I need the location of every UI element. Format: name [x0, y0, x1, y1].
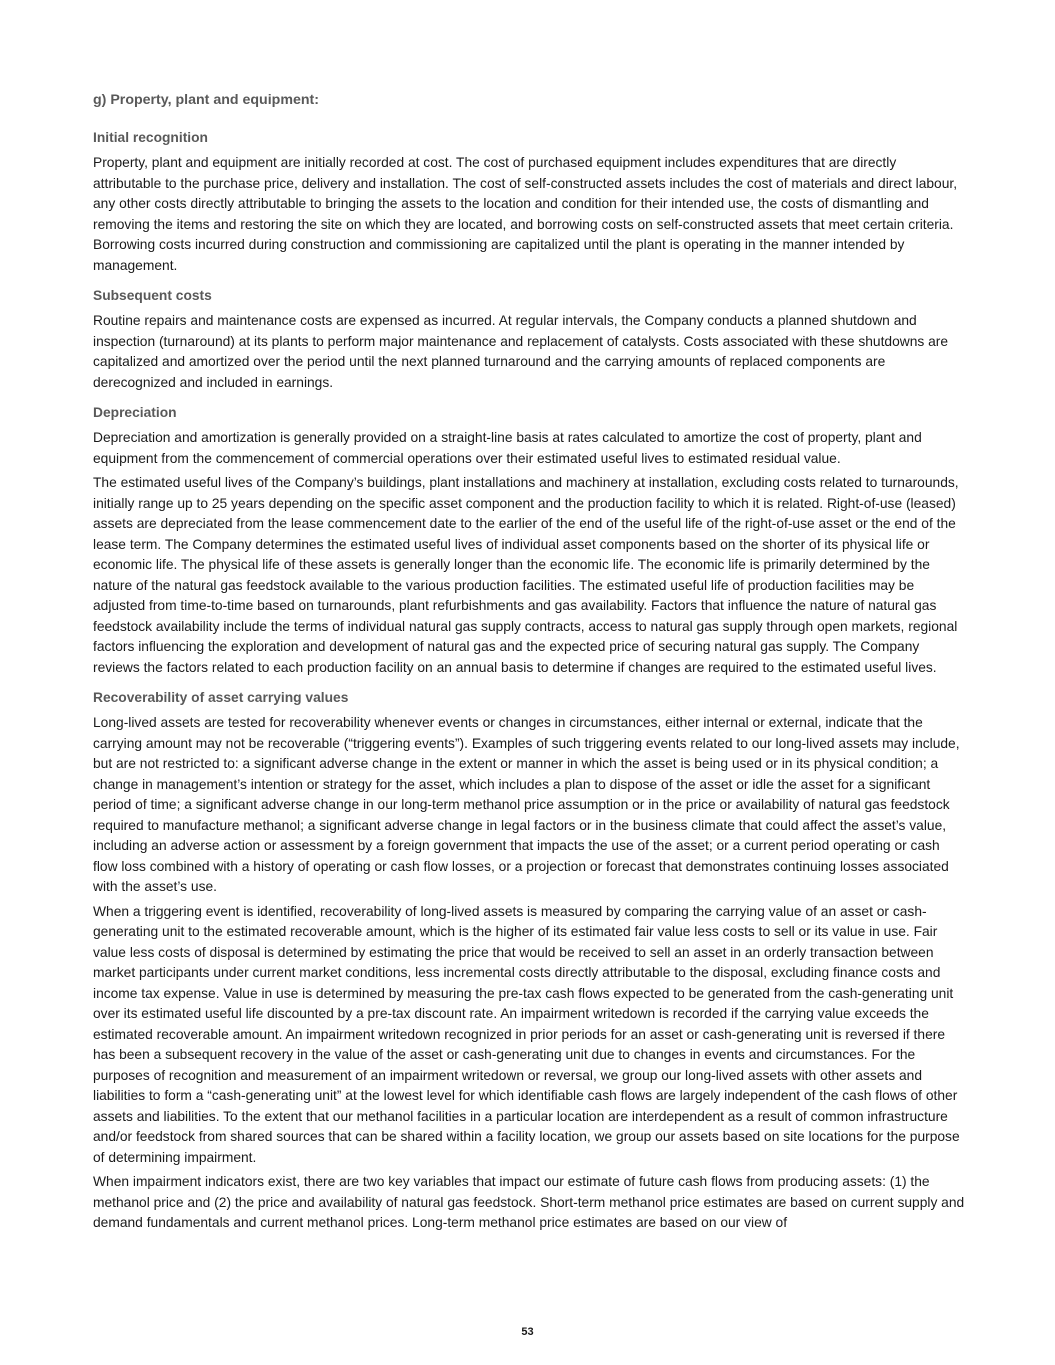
page-content: [93, 90, 965, 1244]
paragraph-recoverability-1: Long-lived assets are tested for recoverability whenever events or changes in circumstances, either internal or external, indicate that the carrying amount may not be recoverable (“triggering events”). Examples of such triggering events related to our long-lived assets may include, but are not restricted to: a significant adverse change in the extent or manner in which the asset is being used or in its physical condition; a change in management’s intention or strategy for the asset, which includes a plan to dispose of the asset or idle the asset for a significant period of time; a significant adverse change in our long-term methanol price assumption or in the price or availability of natural gas feedstock required to manufacture methanol; a significant adverse change in legal factors or in the business climate that could affect the asset’s value, including an adverse action or assessment by a foreign government that impacts the use of the asset; or a current period operating or cash flow loss combined with a history of operating or cash flow losses, or a projection or forecast that demonstrates continuing losses associated with the asset’s use.: [93, 715, 960, 894]
paragraph-depreciation-1: Depreciation and amortization is generally provided on a straight-line basis at rates calculated to amortize the cost of property, plant and equipment from the commencement of commercial operations over their estimated useful lives to estimated residual value.: [93, 430, 922, 466]
paragraph-initial-recognition: Property, plant and equipment are initially recorded at cost. The cost of purchased equipment includes expenditures that are directly attributable to the purchase price, delivery and installation. The cost of self-constructed assets includes the cost of materials and direct labour, any other costs directly attributable to bringing the assets to the location and condition for their intended use, the costs of dismantling and removing the items and restoring the site on which they are located, and borrowing costs on self-constructed assets that meet certain criteria. Borrowing costs incurred during construction and commissioning are capitalized until the plant is operating in the manner intended by management.: [93, 155, 958, 273]
heading-initial-recognition: Initial recognition: [93, 130, 208, 145]
page-number: 53: [521, 1326, 534, 1338]
heading-depreciation: Depreciation: [93, 405, 177, 420]
heading-subsequent-costs: Subsequent costs: [93, 288, 212, 303]
heading-recoverability: Recoverability of asset carrying values: [93, 690, 349, 705]
paragraph-recoverability-2: When a triggering event is identified, recoverability of long-lived assets is measured by comparing the carrying value of an asset or cash-generating unit to the estimated recoverable amount, which is the higher of its estimated fair value less costs to sell or its value in use. Fair value less costs of disposal is determined by estimating the price that would be received to sell an asset in an orderly transaction between market participants under current market conditions, less incremental costs directly attributable to the disposal, excluding finance costs and income tax expense. Value in use is determined by measuring the pre-tax cash flows expected to be generated from the cash-generating unit over its estimated useful life discounted by a pre-tax discount rate. An impairment writedown is recorded if the carrying value exceeds the estimated recoverable amount. An impairment writedown recognized in prior periods for an asset or cash-generating unit is reversed if there has been a subsequent recovery in the value of the asset or cash-generating unit due to changes in events and circumstances. For the purposes of recognition and measurement of an impairment writedown or reversal, we group our long-lived assets with other assets and liabilities to form a “cash-generating unit” at the lowest level for which identifiable cash flows are largely independent of the cash flows of other assets and liabilities. To the extent that our methanol facilities in a particular location are interdependent as a result of common infrastructure and/or feedstock from shared sources that can be shared within a facility location, we group our assets based on site locations for the purpose of determining impairment.: [93, 903, 960, 1165]
section-title: g) Property, plant and equipment:: [93, 92, 319, 108]
paragraph-subsequent-costs: Routine repairs and maintenance costs are expensed as incurred. At regular intervals, the Company conducts a planned shutdown and inspection (turnaround) at its plants to perform major maintenance and replacement of catalysts. Costs associated with these shutdowns are capitalized and amortized over the period until the next planned turnaround and the carrying amounts of replaced components are derecognized and included in earnings.: [93, 313, 949, 390]
paragraph-depreciation-2: The estimated useful lives of the Company’s buildings, plant installations and machinery at installation, excluding costs related to turnarounds, initially range up to 25 years depending on the specific asset component and the production facility to which it is related. Right-of-use (leased) assets are depreciated from the lease commencement date to the earlier of the end of the useful life of the right-of-use asset or the end of the lease term. The Company determines the estimated useful lives of individual asset components based on the shorter of its physical life or economic life. The physical life of these assets is generally longer than the economic life. The economic life is primarily determined by the nature of the natural gas feedstock available to the various production facilities. The estimated useful life of production facilities may be adjusted from time-to-time based on turnarounds, plant refurbishments and gas availability. Factors that influence the nature of natural gas feedstock availability include the terms of individual natural gas supply contracts, access to natural gas supply through open markets, regional factors influencing the exploration and development of natural gas and the expected price of securing natural gas supply. The Company reviews the factors related to each production facility on an annual basis to determine if changes are required to the estimated useful lives.: [93, 475, 959, 675]
paragraph-recoverability-3: When impairment indicators exist, there are two key variables that impact our estimate of future cash flows from producing assets: (1) the methanol price and (2) the price and availability of natural gas feedstock. Short-term methanol price estimates are based on current supply and demand fundamentals and current methanol prices. Long-term methanol price estimates are based on our view of: [93, 1174, 965, 1230]
